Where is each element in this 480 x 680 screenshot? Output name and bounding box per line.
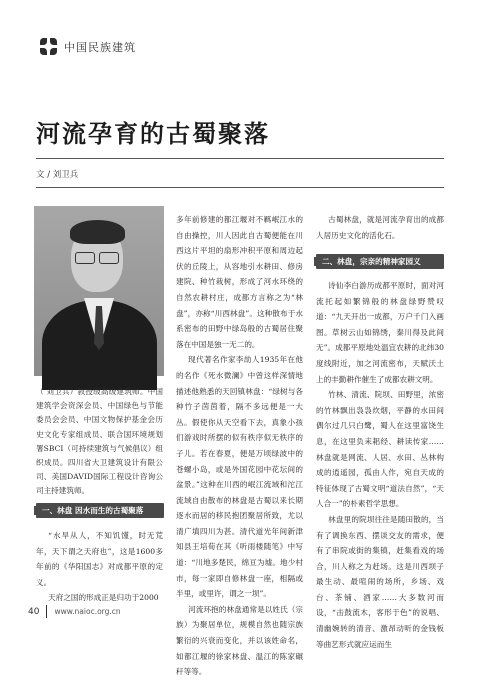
paragraph: 古蜀林盘，就是河流孕育出的成都人居历史文化的活化石。	[316, 215, 444, 240]
section-heading-1: 一、林盘 因水而生的古蜀聚落	[36, 503, 164, 518]
column-1	[36, 528, 163, 606]
column-3-top	[316, 212, 444, 243]
magazine-header	[40, 38, 136, 55]
section-heading-2: 二、林盘，宗亲的精神家园义	[316, 254, 444, 269]
paragraph: “水旱从人，不知饥馑，时无荒年，天下谓之天府也”，这是1600多年前的《华阳国志》对成都平原的定义。	[36, 531, 163, 587]
page-number: 40	[28, 606, 40, 617]
paragraph: 林盘里的院坝往往是随田散的，当有了调换东西、摆谈交友的需求，便有了串院或街的集镇，赶集看戏的场合，川人称之为赶场。这是川西坝子最生动、最喧闹的场所，乡场、戏台、茶铺、酒家……大多数河而设，“击鼓流木，客形于色”的说唱、清幽婉转的清音、激昂动听的金钱板等曲艺形式就应运而生	[316, 514, 444, 649]
article-title: 河流孕育的古蜀聚落	[36, 119, 270, 148]
footer-divider	[46, 605, 47, 618]
footer-url: www.naioc.org.cn	[54, 607, 121, 616]
article-byline: 文 / 刘卫兵	[36, 170, 79, 180]
byline-divider	[36, 187, 444, 188]
paragraph: 诗仙李白游历成都平原时，面对河流托起如繁锦般的林盘绿野赞叹道：“九天开出一成都，万户千门入画图。草树云山如锦绣，秦川得及此间无”。成都平原地处温宜农耕的北纬30度线附近，加之河流密布，天赋沃土上的丰勤耕作催生了成都农耕文明。	[316, 281, 444, 384]
paragraph: 河流环抱的林盘通常是以姓氏（宗族）为聚居单位，规模自然也随宗族繁衍的兴衰而变化，并以该姓命名，如都江堰的徐家林盘、温江的陈家碾秆等等。	[176, 604, 303, 677]
page-footer	[28, 605, 121, 618]
paragraph: 多年前修建的都江堰对不羁岷江水的自由操控，川人因此自古蜀便能在川西这片平坦的扇形冲积平原和周边起伏的丘陵上，从容地引水耕田、修房建院、种竹栽树，形成了河水环绕的自然农耕村庄，成都方言称之为“林盘”，亦称“川西林盘”。这种散布于水系密布的田野中绿岛般的古蜀居住聚落在中国是独一无二的。	[176, 215, 303, 349]
paragraph: 天府之国的形成正是归功于2000	[48, 593, 159, 603]
magazine-logo-icon	[40, 38, 57, 55]
author-photo	[34, 206, 164, 376]
column-3	[316, 278, 444, 652]
title-divider	[36, 158, 444, 159]
magazine-name: 中国民族建筑	[64, 40, 136, 54]
paragraph: 现代著名作家李劼人1935年在他的名作《死水微澜》中曾这样深情地描述他熟悉的天回镇林盘：“绿树与各种竹子茵茵着，隔不多远便是一大丛。假使你从天空看下去，真象小孩们游戏时所摆的似有秩序似无秩序的子儿。若在春夏，便是万顷绿波中的苍螺小岛，或是外国花园中花坛间的盆景。”这种在川西的岷江流域和沱江流域自由散布的林盘是古蜀以来长期逐水而居的移民抱团聚居所致，尤以清广填四川为甚。清代道光年间新津知县王培荀在其《听雨楼随笔》中写道：“川地多楚民，绵亘为墟。地少村市，每一家即自修林盘一座，相隔或半里，或里许，谓之一坝”。	[176, 355, 303, 599]
column-2	[176, 212, 303, 680]
paragraph: 竹林、清流、院坝、田野里，浓密的竹林飘出袅袅炊烟，平静的水田间偶尔过几只白鹭，蜀人在这里富饶生息，在这里负耒耜经、耕读传家……林盘就是网流、人居、水田、丛林构成的逍遥园，孤由人作，宛自天成的特征体现了古蜀文明“道法自然”，“天人合一”的朴素哲学思想。	[316, 390, 444, 509]
author-caption: （ 刘卫兵）教授级高级建筑师。中国建筑学会资深会员、中国绿色与节能委员会会员、中国文物保护基金会历史文化专家组成员、联合国环境规划署SBCI（可持续建筑与气候倡议）组织成员。四川省大卫建筑设计有限公司、美国DAVID国际工程设计咨询公司主持建筑师。	[36, 387, 163, 496]
